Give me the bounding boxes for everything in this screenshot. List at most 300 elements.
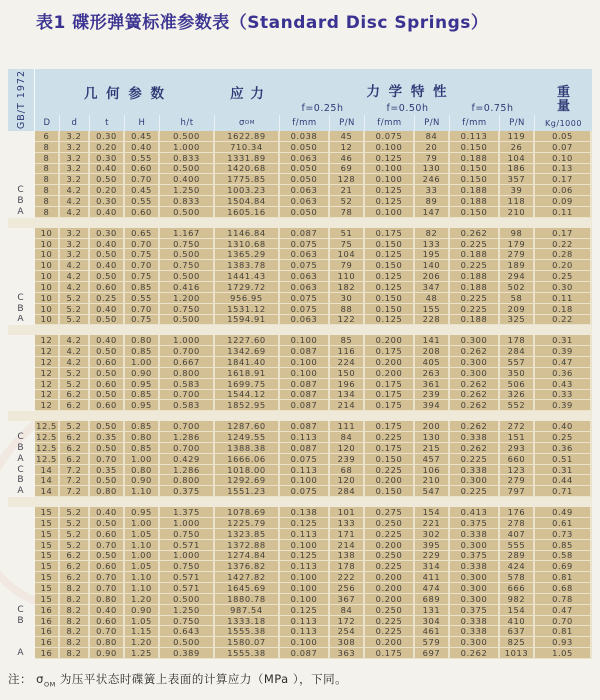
table-cell: 172 (330, 616, 365, 627)
col-header-weight-unit: Kg/1000 (545, 118, 582, 128)
table-cell: 8.2 (60, 648, 90, 659)
table-body (8, 131, 592, 659)
table-cell: 0.375 (450, 518, 500, 529)
table-cell: 182 (330, 282, 365, 293)
table-cell: 178 (500, 335, 535, 346)
table-cell: 3.2 (60, 153, 90, 164)
table-cell: 0.40 (90, 207, 125, 218)
table-row (8, 626, 592, 637)
table-cell: 10 (35, 239, 60, 250)
table-cell: 0.69 (535, 561, 592, 572)
table-cell: 0.063 (280, 315, 330, 326)
table-cell: 0.833 (160, 196, 215, 207)
table-cell: 547 (415, 486, 450, 497)
table-cell: 4.2 (60, 260, 90, 271)
table-cell: 0.300 (450, 475, 500, 486)
table-cell: 0.188 (450, 196, 500, 207)
table-cell: 0.60 (90, 400, 125, 411)
table-cell: 660 (500, 454, 535, 465)
table-cell: 1013 (500, 648, 535, 659)
col-header-d: d (60, 115, 90, 131)
table-cell: 0.80 (125, 432, 160, 443)
table-cell: 0.39 (535, 400, 592, 411)
table-cell: 0.188 (450, 185, 500, 196)
table-cell: 6.2 (60, 400, 90, 411)
table-cell: 20 (415, 142, 450, 153)
table-cell: 0.30 (90, 228, 125, 239)
table-cell: 0.700 (160, 346, 215, 357)
table-cell: 8.2 (60, 637, 90, 648)
table-cell: 0.70 (125, 239, 160, 250)
table-cell: 0.100 (365, 174, 415, 185)
table-cell: 1504.84 (215, 196, 280, 207)
table-cell: 357 (500, 174, 535, 185)
table-cell: 1.10 (125, 572, 160, 583)
table-cell: 16 (35, 648, 60, 659)
table-cell: 0.50 (90, 475, 125, 486)
table-cell: 1.286 (160, 465, 215, 476)
table-cell: 1227.60 (215, 335, 280, 346)
table-cell: 5.2 (60, 379, 90, 390)
table-cell: 5.2 (60, 507, 90, 518)
table-cell: 0.087 (280, 379, 330, 390)
table-cell: 0.188 (450, 153, 500, 164)
table-cell: 0.30 (90, 131, 125, 142)
table-cell: 1.375 (160, 507, 215, 518)
table-cell: 0.45 (125, 131, 160, 142)
table-cell: 4.2 (60, 346, 90, 357)
table-row (8, 239, 592, 250)
table-cell: 0.100 (365, 142, 415, 153)
table-cell: 0.262 (450, 421, 500, 432)
table-cell: 7.2 (60, 475, 90, 486)
table-cell: 689 (415, 594, 450, 605)
table-cell: 120 (330, 475, 365, 486)
table-row (8, 346, 592, 357)
series-letter-cell: A (17, 453, 24, 464)
table-cell: 0.300 (450, 540, 500, 551)
table-cell: 0.31 (535, 465, 592, 476)
weight-char-top: 重 (556, 85, 570, 100)
table-row (8, 164, 592, 175)
table-cell: 0.40 (90, 164, 125, 175)
table-cell: 0.750 (160, 260, 215, 271)
table-cell: 0.33 (535, 390, 592, 401)
table-cell: 1365.29 (215, 249, 280, 260)
table-cell: 0.80 (125, 465, 160, 476)
table-cell: 0.30 (90, 153, 125, 164)
table-row (8, 207, 592, 218)
table-cell: 4.2 (60, 185, 90, 196)
table-cell: 0.338 (450, 465, 500, 476)
table-cell: 0.60 (90, 561, 125, 572)
series-letter-cell: C (17, 604, 24, 615)
table-cell: 120 (330, 443, 365, 454)
table-cell: 0.150 (365, 293, 415, 304)
table-cell: 195 (415, 249, 450, 260)
table-cell: 98 (500, 228, 535, 239)
table-cell: 0.200 (365, 368, 415, 379)
table-cell: 15 (35, 561, 60, 572)
table-cell: 140 (415, 260, 450, 271)
series-letter-cell (8, 390, 35, 401)
table-cell: 122 (330, 315, 365, 326)
table-cell: 0.300 (450, 583, 500, 594)
table-cell: 101 (330, 507, 365, 518)
table-cell: 956.95 (215, 293, 280, 304)
table-cell: 0.31 (535, 335, 592, 346)
table-cell: 0.11 (535, 293, 592, 304)
sigma-subscript: OM (244, 120, 255, 126)
table-cell: 0.80 (90, 594, 125, 605)
footnote-sigma-sub: OM (43, 680, 56, 689)
series-letter-cell (8, 174, 35, 185)
table-cell: 293 (500, 443, 535, 454)
disc-spring-table (8, 69, 592, 659)
table-cell: 15 (35, 594, 60, 605)
table-cell: 48 (415, 293, 450, 304)
table-row (8, 228, 592, 239)
table-cell: 0.47 (535, 357, 592, 368)
table-cell: 0.40 (90, 239, 125, 250)
table-cell: 6.2 (60, 432, 90, 443)
header-deflection-075: f=0.75h (471, 102, 514, 114)
table-cell: 0.300 (450, 368, 500, 379)
table-row (8, 315, 592, 326)
table-cell: 0.175 (365, 648, 415, 659)
table-cell: 52 (330, 196, 365, 207)
table-cell: 3.2 (60, 228, 90, 239)
table-cell: 110 (330, 271, 365, 282)
table-cell: 1078.69 (215, 507, 280, 518)
table-cell: 1.00 (125, 357, 160, 368)
table-cell: 14 (35, 475, 60, 486)
table-row (8, 605, 592, 616)
table-cell: 58 (500, 293, 535, 304)
table-cell: 0.07 (535, 142, 592, 153)
table-row (8, 572, 592, 583)
series-letter-cell: C (17, 292, 24, 303)
table-cell: 0.100 (280, 368, 330, 379)
table-row (8, 400, 592, 411)
table-cell: 12 (330, 142, 365, 153)
table-cell: 0.338 (450, 432, 500, 443)
table-cell: 222 (330, 572, 365, 583)
table-cell: 1331.89 (215, 153, 280, 164)
table-cell: 0.113 (280, 465, 330, 476)
table-cell: 0.225 (365, 465, 415, 476)
table-cell: 326 (500, 390, 535, 401)
series-letter-cell (8, 249, 35, 260)
table-cell: 0.500 (160, 637, 215, 648)
table-cell: 557 (500, 357, 535, 368)
table-cell: 0.571 (160, 572, 215, 583)
table-cell: 0.175 (365, 400, 415, 411)
table-cell: 1666.06 (215, 454, 280, 465)
table-cell: 210 (415, 475, 450, 486)
table-cell: 0.087 (280, 228, 330, 239)
series-letter-cell: C (17, 464, 24, 475)
table-cell: 0.90 (90, 648, 125, 659)
table-cell: 1.10 (125, 540, 160, 551)
table-cell: 15 (35, 507, 60, 518)
table-cell: 457 (415, 454, 450, 465)
table-cell: 0.47 (535, 605, 592, 616)
table-row (8, 260, 592, 271)
table-cell: 367 (330, 594, 365, 605)
table-cell: 0.80 (125, 335, 160, 346)
table-cell: 1555.38 (215, 626, 280, 637)
series-letter-cell (8, 594, 35, 605)
table-cell: 176 (500, 507, 535, 518)
table-cell: 1775.85 (215, 174, 280, 185)
group-separator (8, 497, 592, 507)
table-cell: 1372.88 (215, 540, 280, 551)
table-row (8, 142, 592, 153)
table-cell: 1287.60 (215, 421, 280, 432)
series-letter-cell (8, 540, 35, 551)
table-cell: 10 (35, 315, 60, 326)
table-cell: 1729.72 (215, 282, 280, 293)
table-row (8, 443, 592, 454)
footnote (8, 671, 347, 688)
table-cell: 0.25 (90, 293, 125, 304)
table-cell: 221 (415, 518, 450, 529)
page-title: 表1 碟形弹簧标准参数表（Standard Disc Springs） (36, 13, 489, 33)
table-cell: 3.2 (60, 249, 90, 260)
table-cell: 8.2 (60, 626, 90, 637)
table-row (8, 475, 592, 486)
table-cell: 0.50 (90, 421, 125, 432)
table-cell: 1.00 (125, 454, 160, 465)
series-letter-cell: B (17, 196, 24, 206)
table-cell: 186 (500, 164, 535, 175)
table-cell: 0.262 (450, 390, 500, 401)
series-letter-cell (8, 142, 35, 153)
table-cell: 89 (415, 196, 450, 207)
table-cell: 0.125 (365, 249, 415, 260)
table-cell: 0.250 (365, 518, 415, 529)
table-cell: 0.20 (535, 260, 592, 271)
table-cell: 1292.69 (215, 475, 280, 486)
table-cell: 51 (330, 228, 365, 239)
table-cell: 5.2 (60, 368, 90, 379)
series-letter-cell (8, 357, 35, 368)
standard-label: GB/T 1972 (15, 70, 27, 130)
table-cell: 0.75 (125, 249, 160, 260)
group-separator (8, 325, 592, 335)
table-cell: 0.050 (280, 164, 330, 175)
table-cell: 0.85 (125, 390, 160, 401)
table-cell: 0.087 (280, 648, 330, 659)
table-cell: 0.50 (90, 551, 125, 562)
table-row (8, 529, 592, 540)
table-cell: 118 (500, 196, 535, 207)
footnote-sigma: σ (36, 672, 44, 686)
table-cell: 0.55 (125, 196, 160, 207)
table-cell: 0.113 (280, 626, 330, 637)
table-cell: 12 (35, 390, 60, 401)
table-cell: 4.2 (60, 271, 90, 282)
table-cell: 0.262 (450, 228, 500, 239)
table-cell: 0.50 (90, 271, 125, 282)
table-cell: 239 (330, 454, 365, 465)
table-cell: 1.05 (125, 561, 160, 572)
table-cell: 246 (415, 174, 450, 185)
table-cell: 116 (330, 346, 365, 357)
table-cell: 10 (35, 304, 60, 315)
table-cell: 0.225 (365, 616, 415, 627)
table-cell: 0.500 (160, 131, 215, 142)
col-header-p025: P/N (330, 115, 365, 131)
table-cell: 0.40 (90, 335, 125, 346)
table-cell: 0.40 (535, 421, 592, 432)
table-cell: 1249.55 (215, 432, 280, 443)
table-row (8, 131, 592, 142)
table-cell: 0.338 (450, 616, 500, 627)
table-cell: 12 (35, 368, 60, 379)
table-cell: 3.2 (60, 239, 90, 250)
table-cell: 5.2 (60, 421, 90, 432)
table-cell: 0.225 (450, 293, 500, 304)
table-cell: 0.40 (90, 605, 125, 616)
table-cell: 0.150 (365, 260, 415, 271)
table-cell: 0.150 (450, 174, 500, 185)
series-letter-cell (8, 637, 35, 648)
table-cell: 119 (500, 131, 535, 142)
table-cell: 155 (415, 304, 450, 315)
table-cell: 0.188 (450, 249, 500, 260)
table-cell: 69 (330, 164, 365, 175)
table-cell: 0.60 (90, 616, 125, 627)
table-cell: 0.06 (535, 185, 592, 196)
series-letter-cell (8, 335, 35, 346)
weight-char-bottom: 量 (556, 99, 570, 114)
table-cell: 1841.40 (215, 357, 280, 368)
series-letter-cell (8, 529, 35, 540)
series-letter-cell (8, 507, 35, 518)
table-cell: 7.2 (60, 486, 90, 497)
table-cell: 5.2 (60, 304, 90, 315)
series-letter-cell (8, 153, 35, 164)
col-header-sigma (215, 115, 280, 131)
footnote-text: 为压平状态时碟簧上表面的计算应力（MPa ），下同。 (59, 672, 348, 686)
table-row (8, 432, 592, 443)
table-cell: 1146.84 (215, 228, 280, 239)
series-letter-cell (8, 400, 35, 411)
table-cell: 0.063 (280, 282, 330, 293)
table-cell: 0.225 (365, 432, 415, 443)
footnote-prefix: 注： (8, 672, 32, 686)
table-cell: 85 (330, 335, 365, 346)
series-letter-cell: B (17, 475, 24, 486)
table-cell: 0.78 (535, 594, 592, 605)
table-cell: 0.150 (450, 164, 500, 175)
table-cell: 263 (415, 368, 450, 379)
table-cell: 1544.12 (215, 390, 280, 401)
table-cell: 0.125 (365, 282, 415, 293)
table-cell: 0.175 (365, 443, 415, 454)
table-cell: 0.200 (365, 583, 415, 594)
table-row (8, 486, 592, 497)
table-cell: 0.50 (90, 315, 125, 326)
table-cell: 147 (415, 207, 450, 218)
table-cell: 0.100 (280, 637, 330, 648)
table-cell: 0.050 (280, 207, 330, 218)
table-cell: 0.583 (160, 379, 215, 390)
table-cell: 8 (35, 185, 60, 196)
table-cell: 0.500 (160, 164, 215, 175)
table-cell: 0.73 (535, 529, 592, 540)
header-weight-group (535, 69, 592, 115)
table-cell: 78 (330, 207, 365, 218)
table-cell: 0.087 (280, 400, 330, 411)
table-cell: 0.571 (160, 540, 215, 551)
table-cell: 10 (35, 260, 60, 271)
table-cell: 14 (35, 486, 60, 497)
table-cell: 16 (35, 626, 60, 637)
table-cell: 10 (35, 249, 60, 260)
table-cell: 0.85 (125, 282, 160, 293)
table-row (8, 249, 592, 260)
table-cell: 0.200 (365, 572, 415, 583)
table-cell: 0.063 (280, 249, 330, 260)
series-letter-cell (8, 346, 35, 357)
table-cell: 214 (330, 400, 365, 411)
table-cell: 0.113 (280, 432, 330, 443)
table-cell: 0.45 (125, 185, 160, 196)
sigma-symbol: σ (239, 118, 245, 128)
table-cell: 1852.95 (215, 400, 280, 411)
table-cell: 0.038 (280, 131, 330, 142)
table-cell: 3.2 (60, 131, 90, 142)
col-header-D: D (35, 115, 60, 131)
table-cell: 0.55 (125, 293, 160, 304)
table-cell: 4.2 (60, 357, 90, 368)
table-cell: 15 (35, 529, 60, 540)
table-cell: 0.70 (90, 454, 125, 465)
table-cell: 0.500 (160, 594, 215, 605)
table-cell: 0.175 (365, 379, 415, 390)
table-cell: 308 (330, 637, 365, 648)
table-cell: 5.2 (60, 540, 90, 551)
table-cell: 154 (500, 605, 535, 616)
table-cell: 1.05 (125, 529, 160, 540)
table-cell: 0.60 (90, 282, 125, 293)
table-cell: 256 (330, 583, 365, 594)
table-cell: 1.15 (125, 626, 160, 637)
table-cell: 825 (500, 637, 535, 648)
table-cell: 0.087 (280, 421, 330, 432)
table-cell: 189 (500, 260, 535, 271)
table-cell: 0.416 (160, 282, 215, 293)
col-header-ht: h/t (160, 115, 215, 131)
table-cell: 0.40 (90, 260, 125, 271)
table-cell: 88 (330, 304, 365, 315)
table-cell: 214 (330, 540, 365, 551)
table-cell: 0.125 (280, 551, 330, 562)
table-row (8, 196, 592, 207)
table-cell: 16 (35, 637, 60, 648)
table-cell: 0.30 (535, 282, 592, 293)
table-cell: 0.833 (160, 153, 215, 164)
table-cell: 10 (35, 293, 60, 304)
table-cell: 0.800 (160, 368, 215, 379)
table-cell: 79 (330, 260, 365, 271)
table-cell: 552 (500, 400, 535, 411)
table-cell: 106 (415, 465, 450, 476)
table-cell: 4.2 (60, 335, 90, 346)
